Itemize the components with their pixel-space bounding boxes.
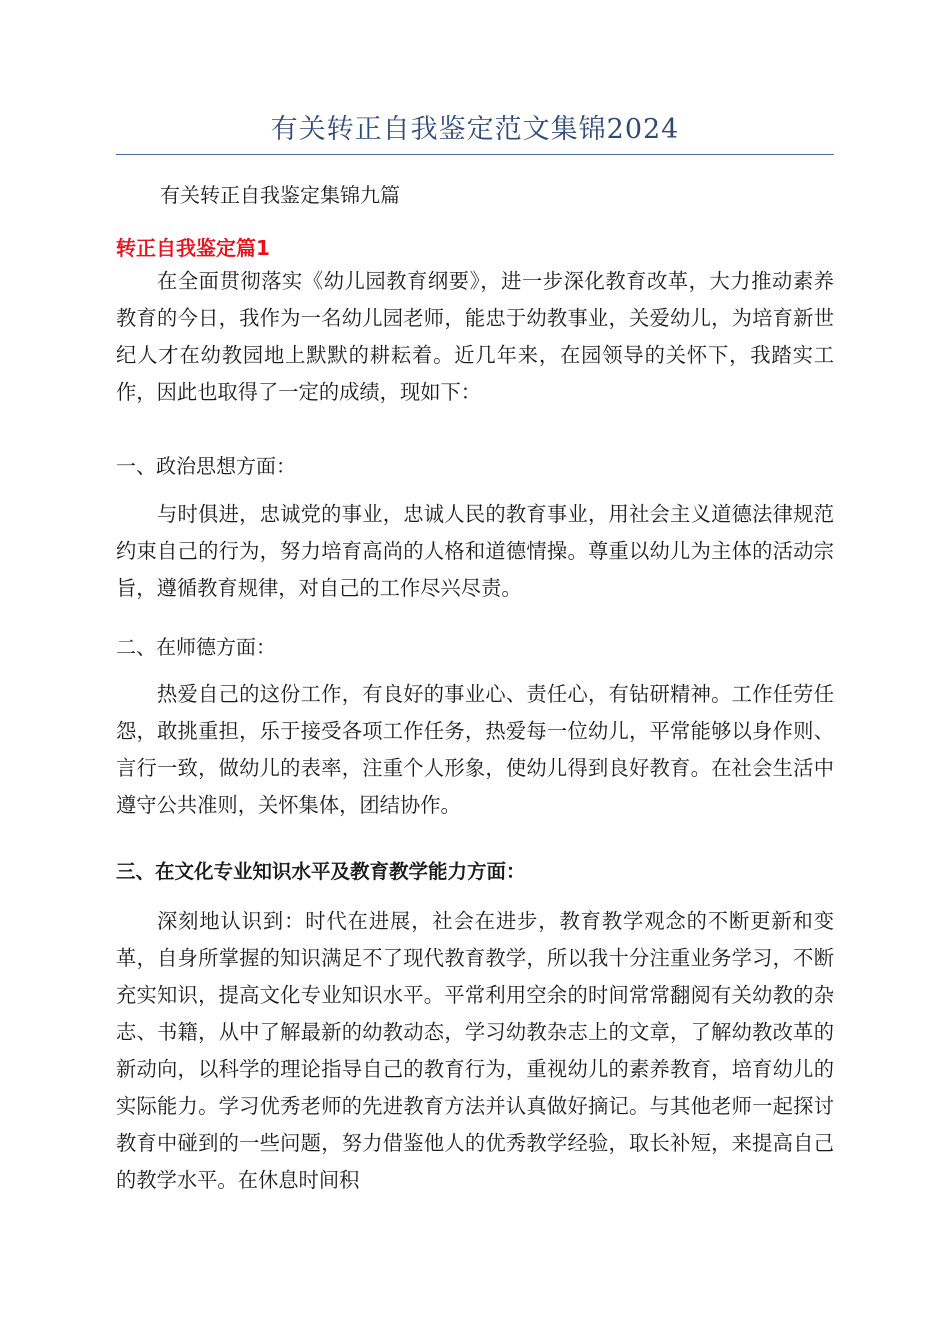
section-1-label: 一、政治思想方面：	[116, 454, 296, 478]
document-title: 有关转正自我鉴定范文集锦2024	[270, 114, 680, 145]
section-3-heading: 三、在文化专业知识水平及教育教学能力方面：	[116, 860, 526, 883]
article-heading: 转正自我鉴定篇1	[116, 236, 270, 260]
section-1-paragraph: 与时俱进，忠诚党的事业，忠诚人民的教育事业，用社会主义道德法律规范约束自己的行为，努力培育高尚的人格和道德情操。尊重以幼儿为主体的活动宗旨，遵循教育规律，对自己的工作尽兴尽责。	[116, 502, 834, 600]
title-underline	[116, 154, 834, 155]
document-subtitle: 有关转正自我鉴定集锦九篇	[160, 183, 400, 207]
section-3-paragraph: 深刻地认识到：时代在进展，社会在进步，教育教学观念的不断更新和变革，自身所掌握的知识满足不了现代教育教学，所以我十分注重业务学习，不断充实知识，提高文化专业知识水平。平常利用空余的时间常常翻阅有关幼教的杂志、书籍，从中了解最新的幼教动态，学习幼教杂志上的文章，了解幼教改革的新动向，以科学的理论指导自己的教育行为，重视幼儿的素养教育，培育幼儿的实际能力。学习优秀老师的先进教育方法并认真做好摘记。与其他老师一起探讨教育中碰到的一些问题，努力借鉴他人的优秀教学经验，取长补短，来提高自己的教学水平。在休息时间积	[116, 909, 834, 1192]
section-2-paragraph: 热爱自己的这份工作，有良好的事业心、责任心，有钻研精神。工作任劳任怨，敢挑重担，乐于接受各项工作任务，热爱每一位幼儿，平常能够以身作则、言行一致，做幼儿的表率，注重个人形象，使幼儿得到良好教育。在社会生活中遵守公共准则，关怀集体，团结协作。	[116, 682, 834, 817]
section-2-label: 二、在师德方面：	[116, 635, 276, 659]
intro-paragraph: 在全面贯彻落实《幼儿园教育纲要》，进一步深化教育改革，大力推动素养教育的今日，我作为一名幼儿园老师，能忠于幼教事业，关爱幼儿，为培育新世纪人才在幼教园地上默默的耕耘着。近几年来，在园领导的关怀下，我踏实工作，因此也取得了一定的成绩，现如下：	[116, 269, 834, 404]
